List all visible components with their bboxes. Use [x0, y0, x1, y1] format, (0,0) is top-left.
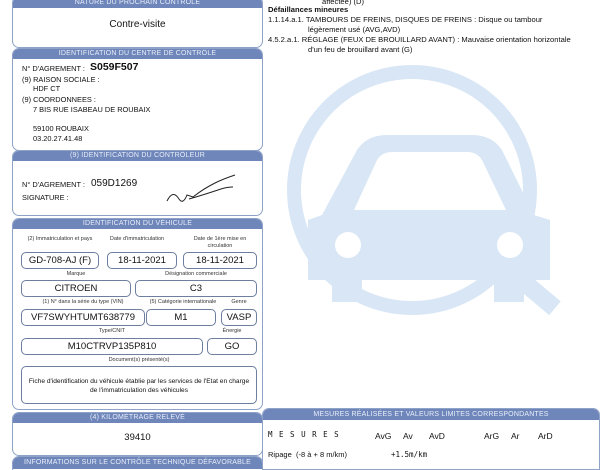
nature-controle-title: NATURE DU PROCHAIN CONTRÔLE	[13, 0, 262, 8]
documents-line2: de l'immatriculation des véhicules	[89, 387, 188, 394]
genre-caption: Genre	[231, 299, 247, 305]
coordonnees-label: (9) COORDONNEES :	[22, 95, 96, 104]
centre-agrement-value: S059F507	[90, 61, 139, 73]
categorie-value: M1	[174, 312, 188, 323]
kilometrage-panel	[12, 412, 263, 456]
infos-title: INFORMATIONS SUR LE CONTRÔLE TECHNIQUE DÉFAVORABLE	[13, 457, 262, 469]
date-first-caption-2: circulation	[207, 243, 233, 249]
ripage-label: Ripage	[268, 450, 292, 459]
col-avd: AvD	[429, 431, 445, 441]
vehicule-title: IDENTIFICATION DU VÉHICULE	[13, 219, 262, 229]
col-ard: ArD	[538, 431, 553, 441]
designation-caption: Désignation commerciale	[165, 271, 227, 277]
centre-title: IDENTIFICATION DU CENTRE DE CONTRÔLE	[13, 49, 262, 59]
kilometrage-title: (4) KILOMÉTRAGE RELEVÉ	[13, 413, 262, 423]
controleur-agrement-label: N° D'AGREMENT :	[22, 180, 85, 189]
energie-value: GO	[224, 341, 240, 352]
date-first-box	[183, 252, 257, 269]
date-immat-value: 18-11-2021	[118, 255, 166, 266]
controleur-agrement-value: 059D1269	[91, 178, 138, 189]
col-ar: Ar	[511, 431, 520, 441]
immat-box	[21, 252, 99, 269]
categorie-box	[146, 309, 216, 326]
mesures-label: M E S U R E S	[268, 430, 340, 439]
genre-value: VASP	[226, 312, 252, 323]
measures-panel	[262, 408, 600, 470]
vin-caption: (1) N° dans la série du type (VIN)	[42, 299, 124, 305]
defect-item1-line2: légèrement usé (AVG,AVD)	[308, 25, 401, 34]
designation-box	[135, 280, 257, 297]
documents-caption: Document(s) présenté(s)	[108, 357, 170, 363]
nature-controle-value: Contre-visite	[109, 19, 166, 30]
categorie-caption: (5) Catégorie internationale	[149, 299, 217, 305]
vin-value: VF7SWYHTUMT638779	[30, 312, 135, 323]
nature-controle-panel	[12, 0, 263, 48]
infos-panel	[12, 456, 263, 470]
measures-title: MESURES RÉALISÉES ET VALEURS LIMITES CORRESPONDANTES	[263, 409, 599, 420]
raison-sociale-value: HDF CT	[33, 84, 61, 93]
centre-panel	[12, 48, 263, 151]
ripage-limits: (-8 à + 8 m/km)	[296, 450, 348, 459]
date-immat-caption: Date d'immatriculation	[109, 236, 165, 242]
date-first-value: 18-11-2021	[196, 255, 244, 266]
centre-phone: 03.20.27.41.48	[33, 134, 83, 143]
marque-value: CITROEN	[54, 283, 98, 294]
type-value: M10CTRVP135P810	[67, 341, 157, 352]
address-line2: 59100 ROUBAIX	[33, 124, 89, 133]
type-caption: Type/CNIT	[98, 328, 126, 334]
defect-item1-line1: 1.1.14.a.1. TAMBOURS DE FREINS, DISQUES DE FREINS : Disque ou tambour	[268, 15, 543, 24]
designation-value: C3	[189, 283, 203, 294]
defect-item2-line1: 4.5.2.a.1. RÉGLAGE (FEUX DE BROUILLARD AVANT) : Mauvaise orientation horizontale	[268, 35, 571, 44]
address-line1: 7 BIS RUE ISABEAU DE ROUBAIX	[33, 105, 151, 114]
signature-scribble	[163, 169, 243, 209]
energie-box	[207, 338, 257, 355]
marque-box	[21, 280, 131, 297]
type-box	[21, 338, 203, 355]
ripage-value: +1.5m/km	[391, 450, 428, 459]
date-immat-box	[107, 252, 177, 269]
raison-sociale-label: (9) RAISON SOCIALE :	[22, 75, 100, 84]
genre-box	[221, 309, 257, 326]
date-first-caption-1: Date de 1ère mise en	[193, 236, 247, 242]
watermark-car-emblem	[262, 40, 600, 410]
documents-box	[21, 366, 257, 404]
marque-caption: Marque	[66, 271, 86, 277]
vehicule-panel	[12, 218, 263, 410]
col-av: Av	[403, 431, 413, 441]
signature-label: SIGNATURE :	[22, 193, 69, 202]
vin-box	[21, 309, 145, 326]
defects-section-title: Défaillances mineures	[268, 5, 349, 14]
defect-top-fragment: affectée) (D)	[322, 0, 365, 6]
col-avg: AvG	[375, 431, 392, 441]
immat-value: GD-708-AJ (F)	[28, 255, 92, 266]
documents-line1: Fiche d'identification du véhicule établie par les services de l'Etat en charge	[28, 378, 250, 385]
controleur-panel	[12, 150, 263, 216]
col-arg: ArG	[484, 431, 500, 441]
kilometrage-value: 39410	[124, 432, 151, 443]
immat-caption: (2) Immatriculation et pays	[27, 236, 93, 242]
defect-item2-line2: d'un feu de brouillard avant (G)	[308, 45, 413, 54]
energie-caption: Énergie	[222, 328, 242, 334]
centre-agrement-label: N° D'AGREMENT :	[22, 64, 85, 73]
controleur-title: (9) IDENTIFICATION DU CONTRÔLEUR	[13, 151, 262, 161]
